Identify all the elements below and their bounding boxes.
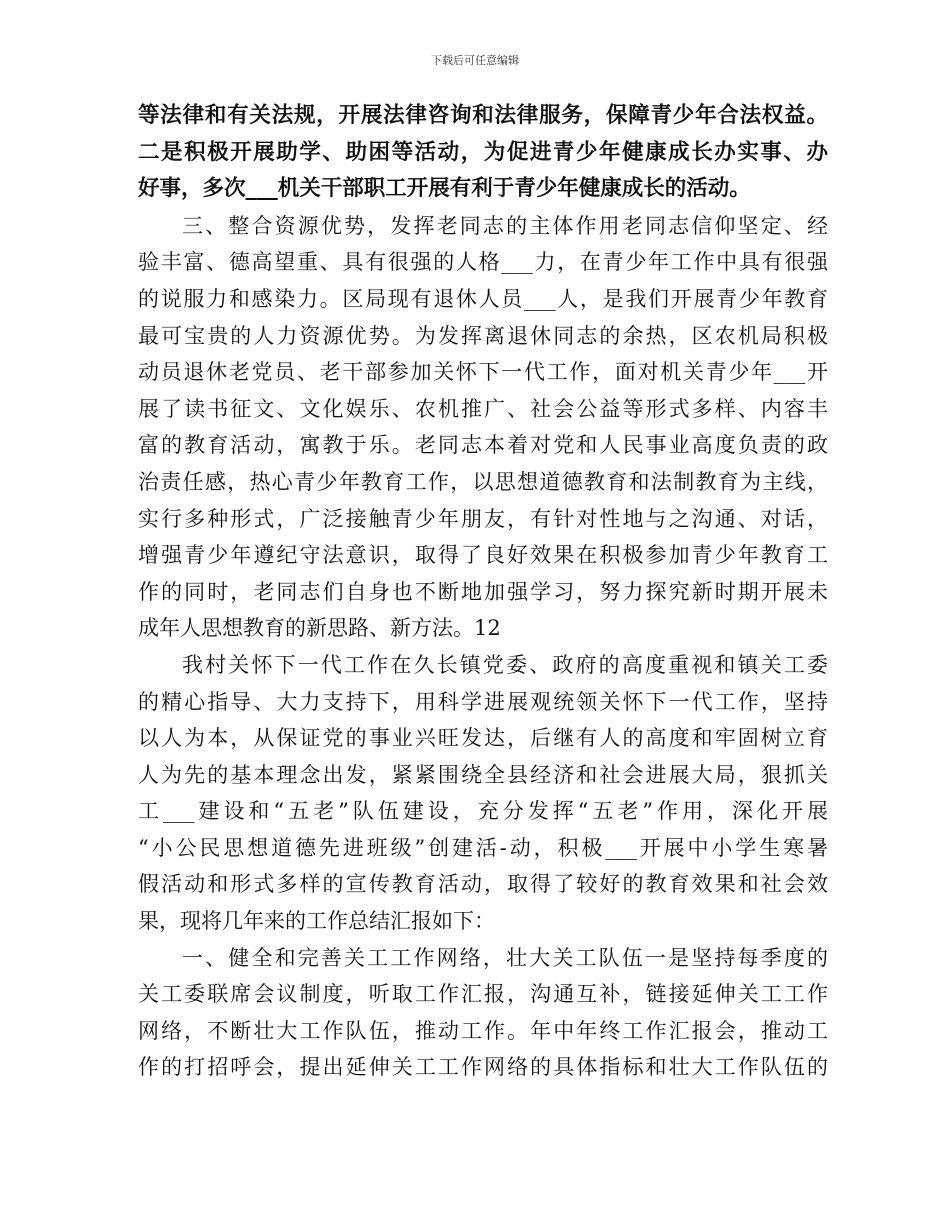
text-line: 人为先的基本理念出发，紧紧围绕全县经济和社会进展大局，狠抓关 (138, 762, 828, 787)
text-line: 工___建设和“五老”队伍建设，充分发挥“五老”作用，深化开展 (138, 799, 828, 824)
text-line: 三、整合资源优势，发挥老同志的主体作用老同志信仰坚定、经 (182, 213, 828, 238)
text-line: 最可宝贵的人力资源优势。为发挥离退休同志的余热，区农机局积极 (138, 323, 828, 348)
text-line: 增强青少年遵纪守法意识，取得了良好效果在积极参加青少年教育工 (138, 543, 828, 568)
text-line: 动员退休老党员、老干部参加关怀下一代工作，面对机关青少年___开 (138, 360, 828, 385)
paragraph (138, 940, 828, 1086)
paragraph (138, 98, 828, 208)
text-line: 的精心指导、大力支持下，用科学进展观统领关怀下一代工作，坚持 (138, 689, 828, 714)
text-line: 一、健全和完善关工工作网络，壮大关工队伍一是坚持每季度的 (182, 945, 828, 970)
text-line: 我村关怀下一代工作在久长镇党委、政府的高度重视和镇关工委 (182, 652, 828, 677)
text-line: 展了读书征文、文化娱乐、农机推广、社会公益等形式多样、内容丰 (138, 396, 828, 421)
text-line: 以人为本，从保证党的事业兴旺发达，后继有人的高度和牢固树立育 (138, 726, 828, 751)
text-line: 二是积极开展助学、助困等活动，为促进青少年健康成长办实事、办 (138, 139, 828, 165)
text-line: 网络，不断壮大工作队伍，推动工作。年中年终工作汇报会，推动工 (138, 1018, 828, 1043)
text-line: 假活动和形式多样的宣传教育活动，取得了较好的教育效果和社会效 (138, 872, 828, 897)
text-line: 验丰富、德高望重、具有很强的人格___力，在青少年工作中具有很强 (138, 250, 828, 275)
text-line: 果，现将几年来的工作总结汇报如下： (138, 909, 495, 934)
text-line: 实行多种形式，广泛接触青少年朋友，有针对性地与之沟通、对话， (138, 506, 828, 531)
text-line: 等法律和有关法规，开展法律咨询和法律服务，保障青少年合法权益。 (138, 103, 828, 128)
text-line: 关工委联席会议制度，听取工作汇报，沟通互补，链接延伸关工工作 (138, 982, 828, 1007)
text-line: 治责任感，热心青少年教育工作，以思想道德教育和法制教育为主线， (138, 469, 828, 494)
text-line: “小公民思想道德先进班级”创建活-动，积极___开展中小学生寒暑 (138, 835, 828, 860)
document-body (138, 98, 828, 1086)
text-line: 富的教育活动，寓教于乐。老同志本着对党和人民事业高度负责的政 (138, 433, 828, 458)
paragraph (138, 208, 828, 647)
text-line: 成年人思想教育的新思路、新方法。12 (138, 616, 501, 641)
paragraph (138, 647, 828, 940)
text-line: 好事，多次___机关干部职工开展有利于青少年健康成长的活动。 (138, 176, 751, 202)
text-line: 作的同时，老同志们自身也不断地加强学习，努力探究新时期开展未 (138, 579, 828, 604)
text-line: 作的打招呼会，提出延伸关工工作网络的具体指标和壮大工作队伍的 (138, 1055, 828, 1080)
page-header: 下载后可任意编辑 (431, 54, 519, 67)
text-line: 的说服力和感染力。区局现有退休人员___人，是我们开展青少年教育 (138, 286, 828, 311)
